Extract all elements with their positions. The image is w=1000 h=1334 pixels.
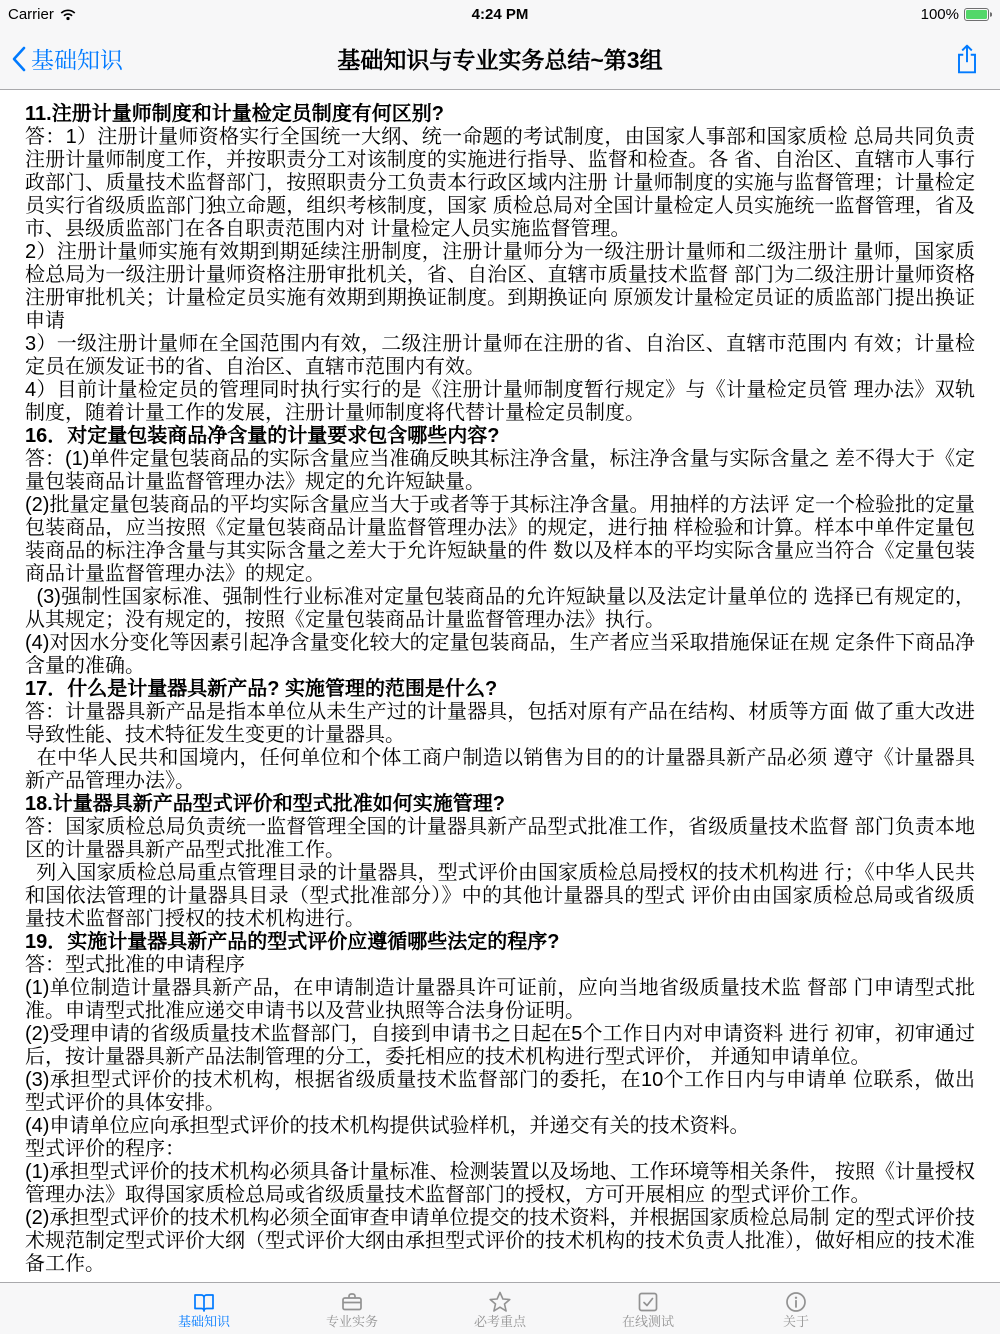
tab-key-points[interactable]: [426, 1283, 574, 1334]
answer-paragraph: (3)强制性国家标准、强制性行业标准对定量包装商品的允许短缺量以及法定计量单位的 选择已有规定的，从其规定；没有规定的，按照《定量包装商品计量监督管理办法》执行。: [25, 586, 975, 631]
carrier-label: Carrier: [8, 5, 54, 23]
question-heading: 18.计量器具新产品型式评价和型式批准如何实施管理?: [25, 793, 506, 815]
tab-about[interactable]: [722, 1283, 870, 1334]
question-heading: 19．实施计量器具新产品的型式评价应遵循哪些法定的程序?: [25, 931, 560, 953]
answer-paragraph: 列入国家质检总局重点管理目录的计量器具，型式评价由国家质检总局授权的技术机构进 行；《中华人民共和国依法管理的计量器具目录（型式批准部分）》中的其他计量器具的型式 评价由由国家质检总局或省级质量技术监督部门授权的技术机构进行。: [25, 862, 975, 930]
tab-online-test[interactable]: [574, 1283, 722, 1334]
tab-bar: [0, 1282, 1000, 1334]
share-icon: [954, 43, 980, 75]
tab-label: 必考重点: [473, 1314, 526, 1329]
content-area[interactable]: [0, 91, 1000, 1282]
book-icon: [191, 1290, 217, 1314]
wifi-icon: [59, 7, 77, 21]
tab-professional-practice[interactable]: [278, 1283, 426, 1334]
share-button[interactable]: [954, 43, 980, 75]
battery-icon: [964, 8, 992, 21]
answer-paragraph: 答：计量器具新产品是指本单位从未生产过的计量器具，包括对原有产品在结构、材质等方面 做了重大改进导致性能、技术特征发生变更的计量器具。: [25, 701, 975, 746]
page-title: 基础知识与专业实务总结~第3组: [337, 47, 663, 73]
battery-percent: 100%: [920, 5, 959, 23]
briefcase-icon: [339, 1290, 365, 1314]
answer-paragraph: 答：(1)单件定量包装商品的实际含量应当准确反映其标注净含量，标注净含量与实际含量之 差不得大于《定量包装商品计量监督管理办法》规定的允许短缺量。: [25, 448, 975, 493]
answer-paragraph: (4)对因水分变化等因素引起净含量变化较大的定量包装商品，生产者应当采取措施保证在规 定条件下商品净含量的准确。: [25, 632, 975, 677]
back-button[interactable]: [12, 42, 123, 75]
tab-label: 基础知识: [177, 1314, 230, 1329]
tab-label: 专业实务: [325, 1314, 378, 1329]
answer-paragraph: 答：型式批准的申请程序: [25, 954, 245, 976]
tab-label: 关于: [782, 1314, 809, 1329]
answer-paragraph: (4)申请单位应向承担型式评价的技术机构提供试验样机，并递交有关的技术资料。: [25, 1115, 750, 1137]
answer-paragraph: (1)承担型式评价的技术机构必须具备计量标准、检测装置以及场地、工作环境等相关条件， 按照《计量授权管理办法》取得国家质检总局或省级质量技术监督部门的授权，方可开展相应 的型式评价工作。: [25, 1161, 975, 1206]
question-heading: 11.注册计量师制度和计量检定员制度有何区别?: [25, 103, 444, 125]
answer-paragraph: (1)单位制造计量器具新产品，在申请制造计量器具许可证前，应向当地省级质量技术监 督部 门申请型式批准。申请型式批准应递交申请书以及营业执照等合法身份证明。: [25, 977, 975, 1022]
answer-paragraph: (2)承担型式评价的技术机构必须全面审查申请单位提交的技术资料，并根据国家质检总局制 定的型式评价技术规范制定型式评价大纲（型式评价大纲由承担型式评价的技术机构的技术负责人批准），做好相应的技术准备工作。: [25, 1207, 975, 1275]
answer-paragraph: 3）一级注册计量师在全国范围内有效，二级注册计量师在注册的省、自治区、直辖市范围内 有效；计量检定员在颁发证书的省、自治区、直辖市范围内有效。: [25, 333, 975, 378]
nav-bar: [0, 28, 1000, 90]
answer-paragraph: 型式评价的程序：: [25, 1138, 185, 1160]
answer-paragraph: 在中华人民共和国境内，任何单位和个体工商户制造以销售为目的的计量器具新产品必须 遵守《计量器具新产品管理办法》。: [25, 747, 975, 792]
clock: 4:24 PM: [471, 5, 529, 23]
pencil-test-icon: [635, 1290, 661, 1314]
back-button-label: 基础知识: [31, 47, 123, 73]
info-icon: [783, 1290, 809, 1314]
answer-paragraph: (3)承担型式评价的技术机构，根据省级质量技术监督部门的委托，在10个工作日内与申请单 位联系，做出型式评价的具体安排。: [25, 1069, 975, 1114]
back-chevron-icon: [12, 46, 26, 72]
answer-paragraph: 4）目前计量检定员的管理同时执行实行的是《注册计量师制度暂行规定》与《计量检定员管 理办法》双轨制度，随着计量工作的发展，注册计量师制度将代替计量检定员制度。: [25, 379, 975, 424]
answer-paragraph: (2)受理申请的省级质量技术监督部门，自接到申请书之日起在5个工作日内对申请资料 进行 初审，初审通过后，按计量器具新产品法制管理的分工，委托相应的技术机构进行型式评价， 并通知申请单位。: [25, 1023, 975, 1068]
tab-label: 在线测试: [621, 1314, 674, 1329]
question-heading: 16．对定量包装商品净含量的计量要求包含哪些内容?: [25, 425, 500, 447]
status-bar: [0, 0, 1000, 28]
question-heading: 17．什么是计量器具新产品? 实施管理的范围是什么?: [25, 678, 498, 700]
tab-basic-knowledge[interactable]: [130, 1283, 278, 1334]
answer-paragraph: 答：1）注册计量师资格实行全国统一大纲、统一命题的考试制度，由国家人事部和国家质检 总局共同负责注册计量师制度工作，并按职责分工对该制度的实施进行指导、监督和检查。各 省、自治区、直辖市人事行政部门、质量技术监督部门，按照职责分工负责本行政区域内注册 计量师制度的实施与监督管理；计量检定员实行省级质监部门独立命题，组织考核制度，国家 质检总局对全国计量检定人员实施统一监督管理，省及市、县级质监部门在各自职责范围内对 计量检定人员实施监督管理。: [25, 126, 975, 240]
answer-paragraph: (2)批量定量包装商品的平均实际含量应当大于或者等于其标注净含量。用抽样的方法评 定一个检验批的定量包装商品，应当按照《定量包装商品计量监督管理办法》的规定，进行抽 样检验和计算。样本中单件定量包装商品的标注净含量与其实际含量之差大于允许短缺量的件 数以及样本的平均实际含量应当符合《定量包装商品计量监督管理办法》的规定。: [25, 494, 975, 585]
star-icon: [487, 1290, 513, 1314]
answer-paragraph: 答：国家质检总局负责统一监督管理全国的计量器具新产品型式批准工作，省级质量技术监督 部门负责本地区的计量器具新产品型式批准工作。: [25, 816, 975, 861]
answer-paragraph: 2）注册计量师实施有效期到期延续注册制度，注册计量师分为一级注册计量师和二级注册计 量师，国家质检总局为一级注册计量师资格注册审批机关，省、自治区、直辖市质量技术监督 部门为二级注册计量师资格注册审批机关；计量检定员实施有效期到期换证制度。到期换证向 原颁发计量检定员证的质监部门提出换证申请: [25, 241, 975, 332]
